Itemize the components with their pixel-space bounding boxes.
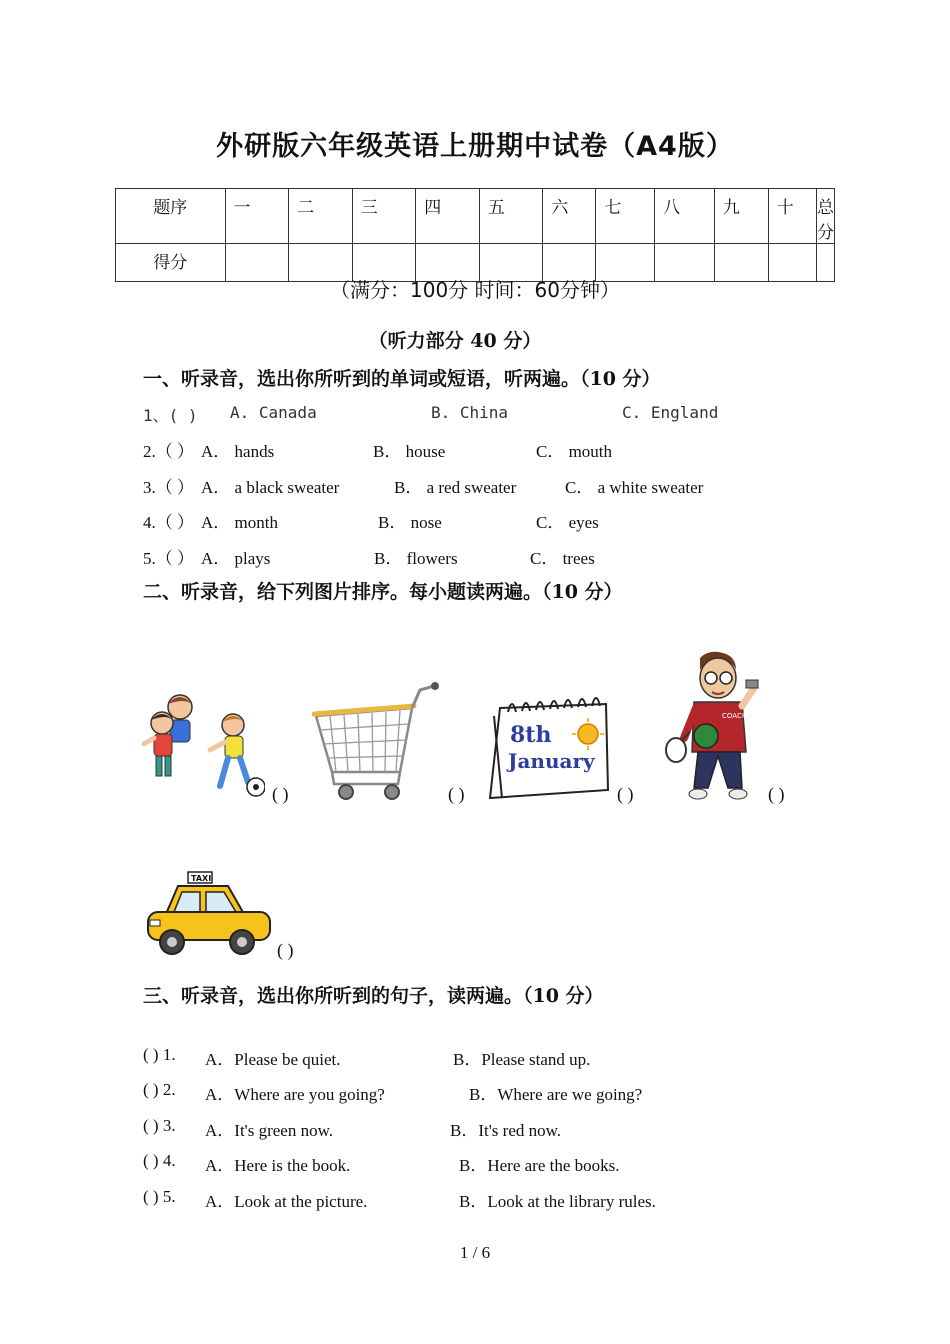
s3-q1-option-a: A．Please be quiet.: [205, 1050, 341, 1069]
table-cell: 三: [352, 189, 416, 244]
calendar-day: 8th: [510, 722, 552, 748]
taxi-sign: TAXI: [191, 874, 212, 883]
table-cell: 八: [655, 189, 715, 244]
q5-number: 5.（ ）: [143, 549, 194, 568]
q3-option-a: A． a black sweater: [201, 478, 340, 497]
exam-info: （满分：100分 时间：60分钟）: [330, 278, 620, 302]
table-cell: 四: [416, 189, 480, 244]
q4-option-a: A． month: [201, 513, 278, 532]
s3-q1-number: ( ) 1.: [143, 1045, 176, 1064]
s3-q3-option-b: B．It's red now.: [450, 1121, 562, 1140]
page-title: 外研版六年级英语上册期中试卷（A4版）: [216, 131, 734, 162]
q4-number: 4.（ ）: [143, 513, 194, 532]
answer-blank[interactable]: ( ): [277, 940, 294, 960]
page-number: 1 / 6: [459, 1243, 491, 1262]
table-cell: 一: [225, 189, 289, 244]
calendar-month: January: [508, 749, 595, 773]
table-cell: 题序: [116, 189, 226, 244]
q2-option-c: C． mouth: [536, 442, 613, 461]
table-row: [116, 189, 835, 244]
s3-q5-number: ( ) 5.: [143, 1187, 176, 1206]
coach-shirt-label: COACH: [722, 712, 748, 720]
q2-option-b: B． house: [373, 442, 446, 461]
s3-q2-option-a: A．Where are you going?: [205, 1085, 385, 1104]
q4-option-b: B． nose: [378, 513, 442, 532]
s3-q3-option-a: A．It's green now.: [205, 1121, 334, 1140]
answer-blank[interactable]: ( ): [448, 784, 465, 804]
q5-option-c: C． trees: [530, 549, 595, 568]
answer-blank[interactable]: ( ): [272, 784, 289, 804]
table-cell: 九: [714, 189, 768, 244]
table-cell: 六: [543, 189, 596, 244]
q3-option-c: C． a white sweater: [565, 478, 704, 497]
q4-option-c: C． eyes: [536, 513, 599, 532]
q5-option-b: B． flowers: [374, 549, 458, 568]
q3-option-b: B． a red sweater: [394, 478, 517, 497]
table-cell: 五: [479, 189, 543, 244]
table-cell: 十: [768, 189, 816, 244]
q1-number: 1、( ): [143, 406, 198, 425]
score-table: [115, 188, 835, 282]
q2-option-a: A． hands: [201, 442, 275, 461]
q1-option-b: B. China: [431, 403, 509, 422]
s3-q4-number: ( ) 4.: [143, 1151, 176, 1170]
section2-heading: 二、听录音，给下列图片排序。每小题读两遍。（10 分）: [143, 581, 623, 603]
q5-option-a: A． plays: [201, 549, 271, 568]
section3-heading: 三、听录音，选出你所听到的句子，读两遍。（10 分）: [143, 985, 604, 1007]
s3-q3-number: ( ) 3.: [143, 1116, 176, 1135]
table-cell: 七: [596, 189, 655, 244]
q1-option-c: C. England: [622, 403, 719, 422]
s3-q5-option-a: A．Look at the picture.: [205, 1192, 368, 1211]
section1-heading: 一、听录音，选出你所听到的单词或短语，听两遍。（10 分）: [143, 368, 661, 390]
s3-q5-option-b: B．Look at the library rules.: [459, 1192, 656, 1211]
q1-option-a: A. Canada: [230, 403, 317, 422]
s3-q1-option-b: B．Please stand up.: [453, 1050, 591, 1069]
taxi-image: [144, 870, 272, 958]
s3-q4-option-b: B．Here are the books.: [459, 1156, 620, 1175]
s3-q4-option-a: A．Here is the book.: [205, 1156, 351, 1175]
table-cell: 二: [289, 189, 353, 244]
answer-blank[interactable]: ( ): [768, 784, 785, 804]
kids-playing-football-image: [140, 690, 265, 802]
q2-number: 2.（ ）: [143, 442, 194, 461]
coach-image: [660, 648, 768, 802]
table-cell: 总分: [817, 189, 835, 244]
calendar-image: [488, 694, 612, 802]
table-cell: 得分: [116, 244, 226, 282]
s3-q2-option-b: B．Where are we going?: [469, 1085, 643, 1104]
listening-part-label: （听力部分 40 分）: [368, 330, 542, 352]
answer-blank[interactable]: ( ): [617, 784, 634, 804]
s3-q2-number: ( ) 2.: [143, 1080, 176, 1099]
shopping-cart-image: [312, 680, 442, 802]
q3-number: 3.（ ）: [143, 478, 194, 497]
